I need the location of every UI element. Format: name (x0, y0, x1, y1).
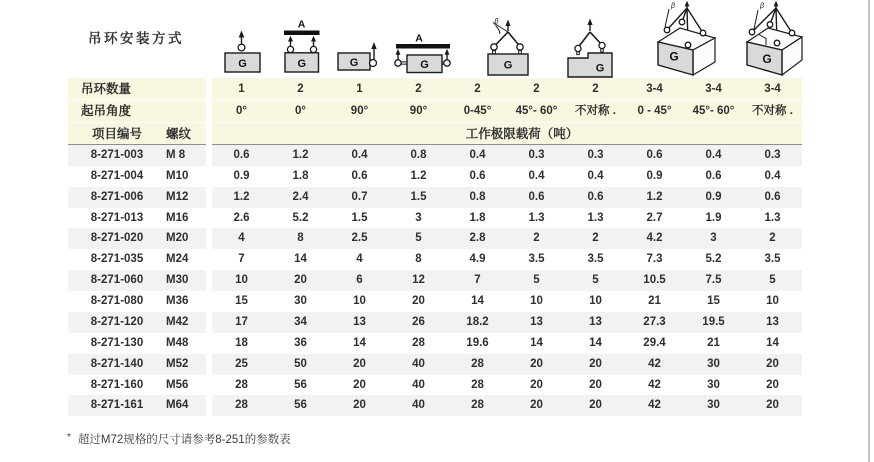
load-value: 42 (648, 399, 661, 412)
footnote-text: 超过M72规格的尺寸请参考8-251的参数表 (77, 434, 291, 446)
load-value: 7 (238, 253, 245, 266)
qty-values (212, 78, 802, 100)
load-value: 20 (353, 357, 366, 370)
load-value: 20 (766, 399, 779, 412)
angle-row (68, 100, 803, 122)
load-value: 20 (294, 274, 307, 287)
load-value: 0.4 (587, 169, 604, 182)
load-value: 40 (412, 399, 425, 412)
thread-size: M64 (166, 399, 189, 412)
load-value: 20 (766, 378, 779, 391)
load-value: 4 (356, 253, 363, 266)
load-value: 13 (353, 315, 366, 328)
qty-row (68, 78, 803, 100)
load-label: G (503, 59, 513, 72)
load-value: 13 (766, 315, 779, 328)
load-value: 5 (592, 274, 599, 287)
load-value: 18 (235, 336, 248, 349)
diagram-1ring-90deg (336, 26, 382, 74)
load-value: 1.3 (764, 211, 781, 224)
load-value: 7 (474, 274, 481, 287)
thread-size: M36 (166, 295, 189, 308)
angle-label: β (494, 18, 499, 26)
load-value: 20 (530, 357, 543, 370)
qty-value: 1 (356, 83, 363, 95)
table-row (68, 375, 803, 396)
load-value: 0.9 (233, 169, 250, 182)
load-value: 30 (707, 357, 720, 370)
table-row (68, 208, 803, 229)
load-value: 4.9 (469, 253, 486, 266)
load-label: G (762, 52, 772, 66)
thread-size: M42 (166, 315, 189, 328)
load-value: 15 (235, 295, 248, 308)
table-row (68, 270, 803, 291)
qty-row-label: 吊环数量 (81, 82, 132, 96)
load-value: 10.5 (643, 274, 666, 287)
load-value: 3 (710, 232, 717, 245)
item-number: 8-271-020 (90, 232, 144, 245)
item-number: 8-271-080 (90, 295, 144, 308)
qty-value: 2 (415, 83, 422, 95)
table-row (68, 145, 803, 166)
load-value: 4 (238, 232, 245, 245)
load-value: 7.3 (646, 253, 663, 266)
load-value: 0.3 (528, 148, 545, 161)
load-value: 0.4 (469, 148, 486, 161)
diagram-2rings-90deg-spreader (392, 28, 452, 76)
thread-size: M52 (166, 357, 189, 370)
load-value: 1.2 (410, 169, 427, 182)
load-value: 2 (592, 232, 599, 245)
load-value: 18.2 (466, 315, 489, 328)
footnote (67, 431, 291, 447)
load-value: 14 (530, 336, 543, 349)
load-value: 17 (235, 315, 248, 328)
item-number: 8-271-130 (90, 336, 144, 349)
load-value: 20 (353, 399, 366, 412)
load-value: 20 (353, 378, 366, 391)
load-value: 28 (235, 399, 248, 412)
load-value: 21 (648, 295, 661, 308)
load-value: 1.2 (646, 190, 663, 203)
load-value: 5 (415, 232, 422, 245)
load-value: 14 (589, 336, 602, 349)
table-row (68, 228, 803, 249)
load-value: 0.9 (646, 169, 663, 182)
load-value: 0.6 (351, 169, 368, 182)
qty-value: 2 (474, 83, 481, 95)
load-value: 0.4 (351, 148, 368, 161)
thread-size: M10 (166, 169, 189, 182)
load-value: 13 (589, 315, 602, 328)
bar-label: A (297, 18, 306, 31)
load-value: 0.6 (705, 169, 722, 182)
angle-label: β (760, 3, 764, 10)
qty-value: 1 (238, 83, 245, 95)
item-number: 8-271-060 (90, 274, 144, 287)
load-value: 30 (707, 378, 720, 391)
load-value: 12 (412, 274, 425, 287)
load-value: 0.4 (705, 148, 722, 161)
load-value: 5.2 (292, 211, 309, 224)
item-number: 8-271-161 (90, 399, 144, 412)
load-value: 1.5 (351, 211, 368, 224)
load-value: 50 (294, 357, 307, 370)
load-value: 1.3 (587, 211, 604, 224)
item-number: 8-271-013 (90, 211, 144, 224)
diagram-1ring-0deg (214, 26, 266, 76)
thread-size: M 8 (166, 148, 186, 161)
table-row (68, 166, 803, 187)
thread-size: M16 (166, 211, 189, 224)
thread-column-header: 螺纹 (166, 126, 192, 141)
load-value: 2 (769, 232, 776, 245)
qty-value: 2 (592, 83, 599, 95)
angle-label: β (671, 3, 675, 10)
load-value: 0.7 (351, 190, 368, 203)
load-value: 0.6 (528, 190, 545, 203)
load-value: 13 (530, 315, 543, 328)
load-value: 1.2 (233, 190, 250, 203)
load-value: 1.2 (292, 148, 309, 161)
load-value: 2.6 (233, 211, 250, 224)
angle-value: 0 - 45° (637, 105, 672, 118)
load-label: G (297, 57, 307, 70)
load-label: G (420, 59, 429, 71)
load-value: 2.4 (292, 190, 309, 203)
angle-value: 不对称 . (752, 105, 793, 118)
load-value: 20 (530, 399, 543, 412)
spec-table (68, 78, 803, 416)
item-number: 8-271-120 (90, 315, 144, 328)
load-value: 10 (589, 295, 602, 308)
diagram-34rings-box (650, 0, 722, 78)
qty-value: 2 (533, 83, 540, 95)
thread-size: M30 (166, 274, 189, 287)
load-value: 10 (766, 295, 779, 308)
angle-value: 90° (409, 105, 428, 118)
load-value: 14 (471, 295, 484, 308)
angle-value: 45°- 60° (515, 105, 558, 118)
load-value: 28 (471, 357, 484, 370)
load-value: 27.3 (643, 315, 666, 328)
load-value: 5 (769, 274, 776, 287)
load-value: 0.3 (587, 148, 604, 161)
load-value: 0.6 (469, 169, 486, 182)
load-value: 2.8 (469, 232, 486, 245)
item-number: 8-271-004 (90, 169, 144, 182)
thread-size: M56 (166, 378, 189, 391)
load-value: 15 (707, 295, 720, 308)
column-header-row (68, 123, 803, 145)
load-value: 0.6 (764, 190, 781, 203)
load-value: 0.8 (410, 148, 427, 161)
table-row (68, 249, 803, 270)
table-row (68, 395, 803, 416)
load-limit-header: 工作极限载荷（吨） (465, 126, 579, 141)
load-value: 10 (353, 295, 366, 308)
load-value: 2.7 (646, 211, 663, 224)
diagram-2rings-sling-asymmetric (562, 14, 618, 78)
qty-value: 3-4 (764, 83, 781, 95)
load-value: 1.5 (410, 190, 427, 203)
load-value: 0.3 (764, 148, 781, 161)
load-value: 19.6 (466, 336, 489, 349)
load-value: 2.5 (351, 232, 368, 245)
load-value: 1.8 (292, 169, 309, 182)
angle-value: 0-45° (463, 105, 492, 118)
table-row (68, 354, 803, 375)
item-column-header: 项目编号 (91, 126, 142, 141)
load-value: 6 (356, 274, 363, 287)
qty-value: 3-4 (646, 83, 663, 95)
load-label: G (595, 62, 605, 75)
page-edge-line (868, 0, 870, 462)
table-body (68, 145, 803, 416)
load-value: 4.2 (646, 232, 663, 245)
table-row (68, 291, 803, 312)
load-value: 1.9 (705, 211, 722, 224)
thread-size: M48 (166, 336, 189, 349)
load-label: G (238, 57, 247, 70)
load-label: G (349, 57, 359, 69)
load-value: 34 (294, 315, 307, 328)
thread-size: M20 (166, 232, 189, 245)
table-row (68, 312, 803, 333)
load-value: 14 (766, 336, 779, 349)
load-value: 30 (707, 399, 720, 412)
load-value: 56 (294, 399, 307, 412)
footnote-marker: * (67, 432, 71, 443)
load-value: 0.8 (469, 190, 486, 203)
load-value: 8 (415, 253, 422, 266)
load-value: 40 (412, 378, 425, 391)
angle-value: 不对称 . (575, 105, 616, 118)
load-value: 21 (707, 336, 720, 349)
page-title: 吊环安装方式 (88, 31, 184, 46)
load-value: 0.4 (764, 169, 781, 182)
load-value: 3.5 (528, 253, 545, 266)
table-row (68, 333, 803, 354)
qty-value: 3-4 (705, 83, 722, 95)
load-value: 20 (766, 357, 779, 370)
item-number: 8-271-003 (90, 148, 144, 161)
item-number: 8-271-160 (90, 378, 144, 391)
load-value: 29.4 (643, 336, 666, 349)
angle-value: 45°- 60° (692, 105, 735, 118)
diagram-2rings-sling-angle (480, 16, 534, 78)
load-value: 20 (412, 295, 425, 308)
load-value: 8 (297, 232, 304, 245)
load-value: 0.4 (528, 169, 545, 182)
load-value: 40 (412, 357, 425, 370)
angle-value: 90° (350, 105, 369, 118)
load-value: 1.3 (528, 211, 545, 224)
bar-label: A (415, 32, 423, 45)
load-value: 3 (415, 211, 422, 224)
load-value: 5 (533, 274, 540, 287)
load-value: 7.5 (705, 274, 722, 287)
load-value: 10 (235, 274, 248, 287)
load-value: 2 (533, 232, 540, 245)
load-value: 14 (294, 253, 307, 266)
load-value: 0.6 (233, 148, 250, 161)
load-value: 25 (235, 357, 248, 370)
thread-size: M24 (166, 253, 189, 266)
load-value: 20 (589, 399, 602, 412)
angle-value: 0° (236, 105, 247, 118)
load-value: 26 (412, 315, 425, 328)
load-value: 5.2 (705, 253, 722, 266)
load-value: 10 (530, 295, 543, 308)
load-value: 42 (648, 357, 661, 370)
load-label: G (669, 49, 679, 64)
load-value: 14 (353, 336, 366, 349)
load-value: 28 (412, 336, 425, 349)
load-value: 42 (648, 378, 661, 391)
load-value: 56 (294, 378, 307, 391)
load-value: 1.8 (469, 211, 486, 224)
qty-value: 2 (297, 83, 304, 95)
load-value: 0.6 (646, 148, 663, 161)
table-row (68, 187, 803, 208)
load-value: 28 (235, 378, 248, 391)
load-value: 30 (294, 295, 307, 308)
thread-size: M12 (166, 190, 189, 203)
item-number: 8-271-006 (90, 190, 144, 203)
load-value: 36 (294, 336, 307, 349)
item-number: 8-271-035 (90, 253, 144, 266)
angle-values (212, 100, 802, 122)
item-number: 8-271-140 (90, 357, 144, 370)
load-value: 3.5 (587, 253, 604, 266)
diagram-34rings-box-asymmetric (740, 0, 812, 78)
load-value: 28 (471, 378, 484, 391)
load-value: 3.5 (764, 253, 781, 266)
load-value: 20 (589, 357, 602, 370)
load-value: 20 (530, 378, 543, 391)
angle-value: 0° (295, 105, 306, 118)
load-value: 0.6 (587, 190, 604, 203)
load-value: 19.5 (702, 315, 725, 328)
diagram-2rings-0deg-spreader (272, 14, 330, 76)
angle-row-label: 起吊角度 (81, 104, 132, 119)
load-value: 20 (589, 378, 602, 391)
load-value: 0.9 (705, 190, 722, 203)
load-value: 28 (471, 399, 484, 412)
